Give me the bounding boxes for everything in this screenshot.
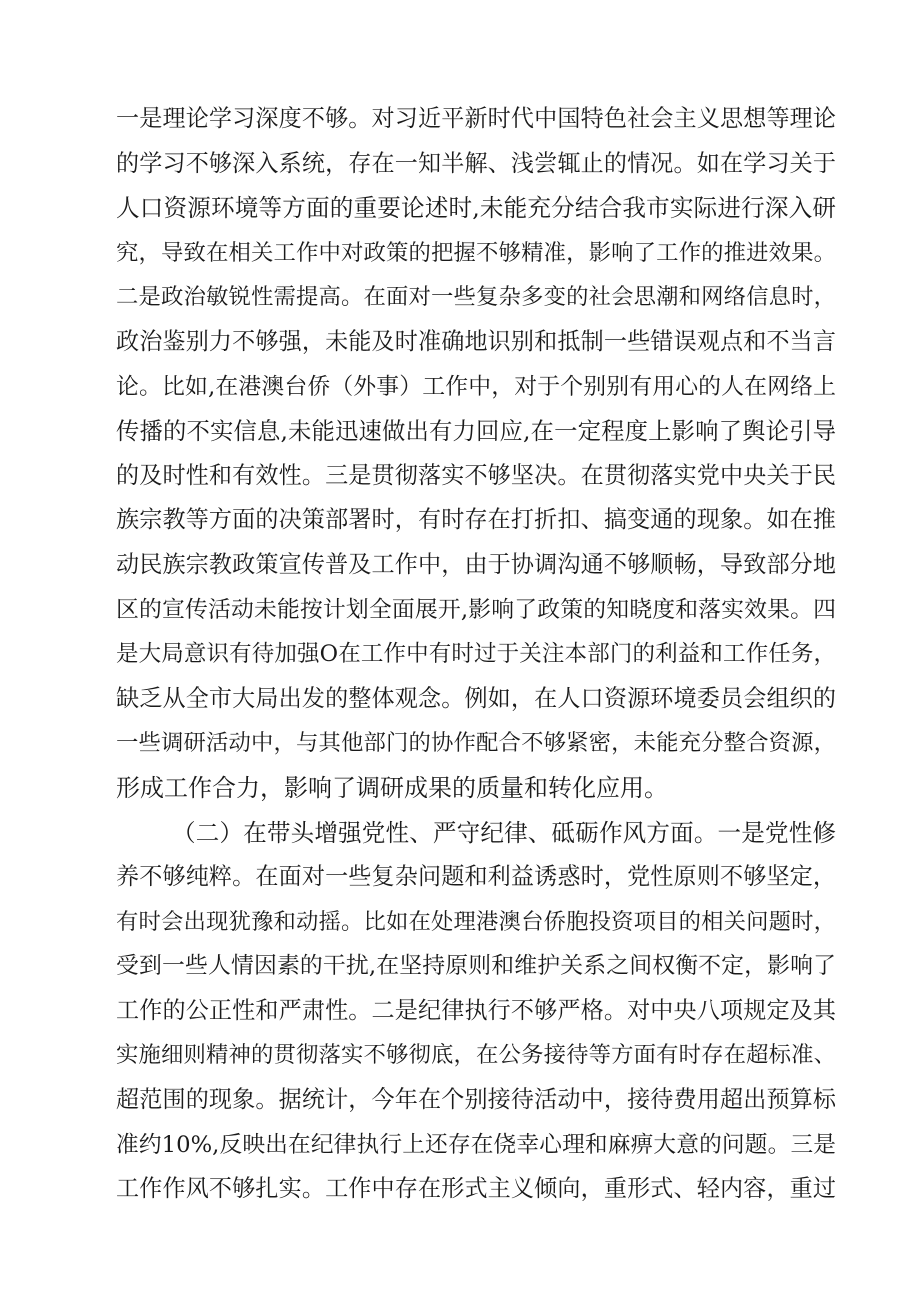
text-line: 区的宣传活动未能按计划全面展开,影响了政策的知晓度和落实效果。四	[116, 596, 836, 623]
text-line: 论。比如,在港澳台侨（外事）工作中，对于个别别有用心的人在网络上	[116, 373, 836, 400]
text-line: 有时会出现犹豫和动摇。比如在处理港澳台侨胞投资项目的相关问题时，	[116, 908, 836, 935]
text-line: 二是政治敏锐性需提高。在面对一些复杂多变的社会思潮和网络信息时，	[116, 284, 836, 311]
text-line: 形成工作合力，影响了调研成果的质量和转化应用。	[116, 773, 668, 802]
text-line: 实施细则精神的贯彻落实不够彻底，在公务接待等方面有时存在超标准、	[116, 1042, 836, 1069]
text-line: 受到一些人情因素的干扰,在坚持原则和维护关系之间权衡不定，影响了	[116, 953, 836, 980]
text-line: 人口资源环境等方面的重要论述时,未能充分结合我市实际进行深入研	[116, 194, 836, 223]
text-line: 超范围的现象。据统计，今年在个别接待活动中，接待费用超出预算标	[116, 1087, 836, 1114]
text-line: 究，导致在相关工作中对政策的把握不够精准，影响了工作的推进效果。	[116, 239, 836, 266]
text-line: 准约10%,反映出在纪律执行上还存在侥幸心理和麻痹大意的问题。三是	[116, 1131, 836, 1158]
text-line: 的及时性和有效性。三是贯彻落实不够坚决。在贯彻落实党中央关于民	[116, 462, 836, 489]
section-heading-line: （二）在带头增强党性、严守纪律、砥砺作风方面。一是党性修	[172, 818, 836, 847]
text-line: 是大局意识有待加强O在工作中有时过于关注本部门的利益和工作任务，	[116, 641, 836, 668]
text-line: 缺乏从全市大局出发的整体观念。例如，在人口资源环境委员会组织的	[116, 685, 836, 712]
text-line: 工作的公正性和严肃性。二是纪律执行不够严格。对中央八项规定及其	[116, 997, 836, 1024]
text-line: 的学习不够深入系统，存在一知半解、浅尝辄止的情况。如在学习关于	[116, 150, 836, 177]
text-line: 族宗教等方面的决策部署时，有时存在打折扣、搞变通的现象。如在推	[116, 507, 836, 534]
text-line: 动民族宗教政策宣传普及工作中，由于协调沟通不够顺畅，导致部分地	[116, 551, 836, 578]
text-line: 一些调研活动中，与其他部门的协作配合不够紧密，未能充分整合资源，	[116, 730, 836, 757]
text-line: 传播的不实信息,未能迅速做出有力回应,在一定程度上影响了舆论引导	[116, 417, 836, 446]
text-line: 政治鉴别力不够强，未能及时准确地识别和抵制一些错误观点和不当言	[116, 328, 836, 355]
text-line: 工作作风不够扎实。工作中存在形式主义倾向，重形式、轻内容，重过	[116, 1176, 836, 1203]
text-line: 养不够纯粹。在面对一些复杂问题和利益诱惑时，党性原则不够坚定，	[116, 864, 836, 891]
text-line: 一是理论学习深度不够。对习近平新时代中国特色社会主义思想等理论	[116, 106, 836, 132]
body-text	[116, 97, 836, 1212]
